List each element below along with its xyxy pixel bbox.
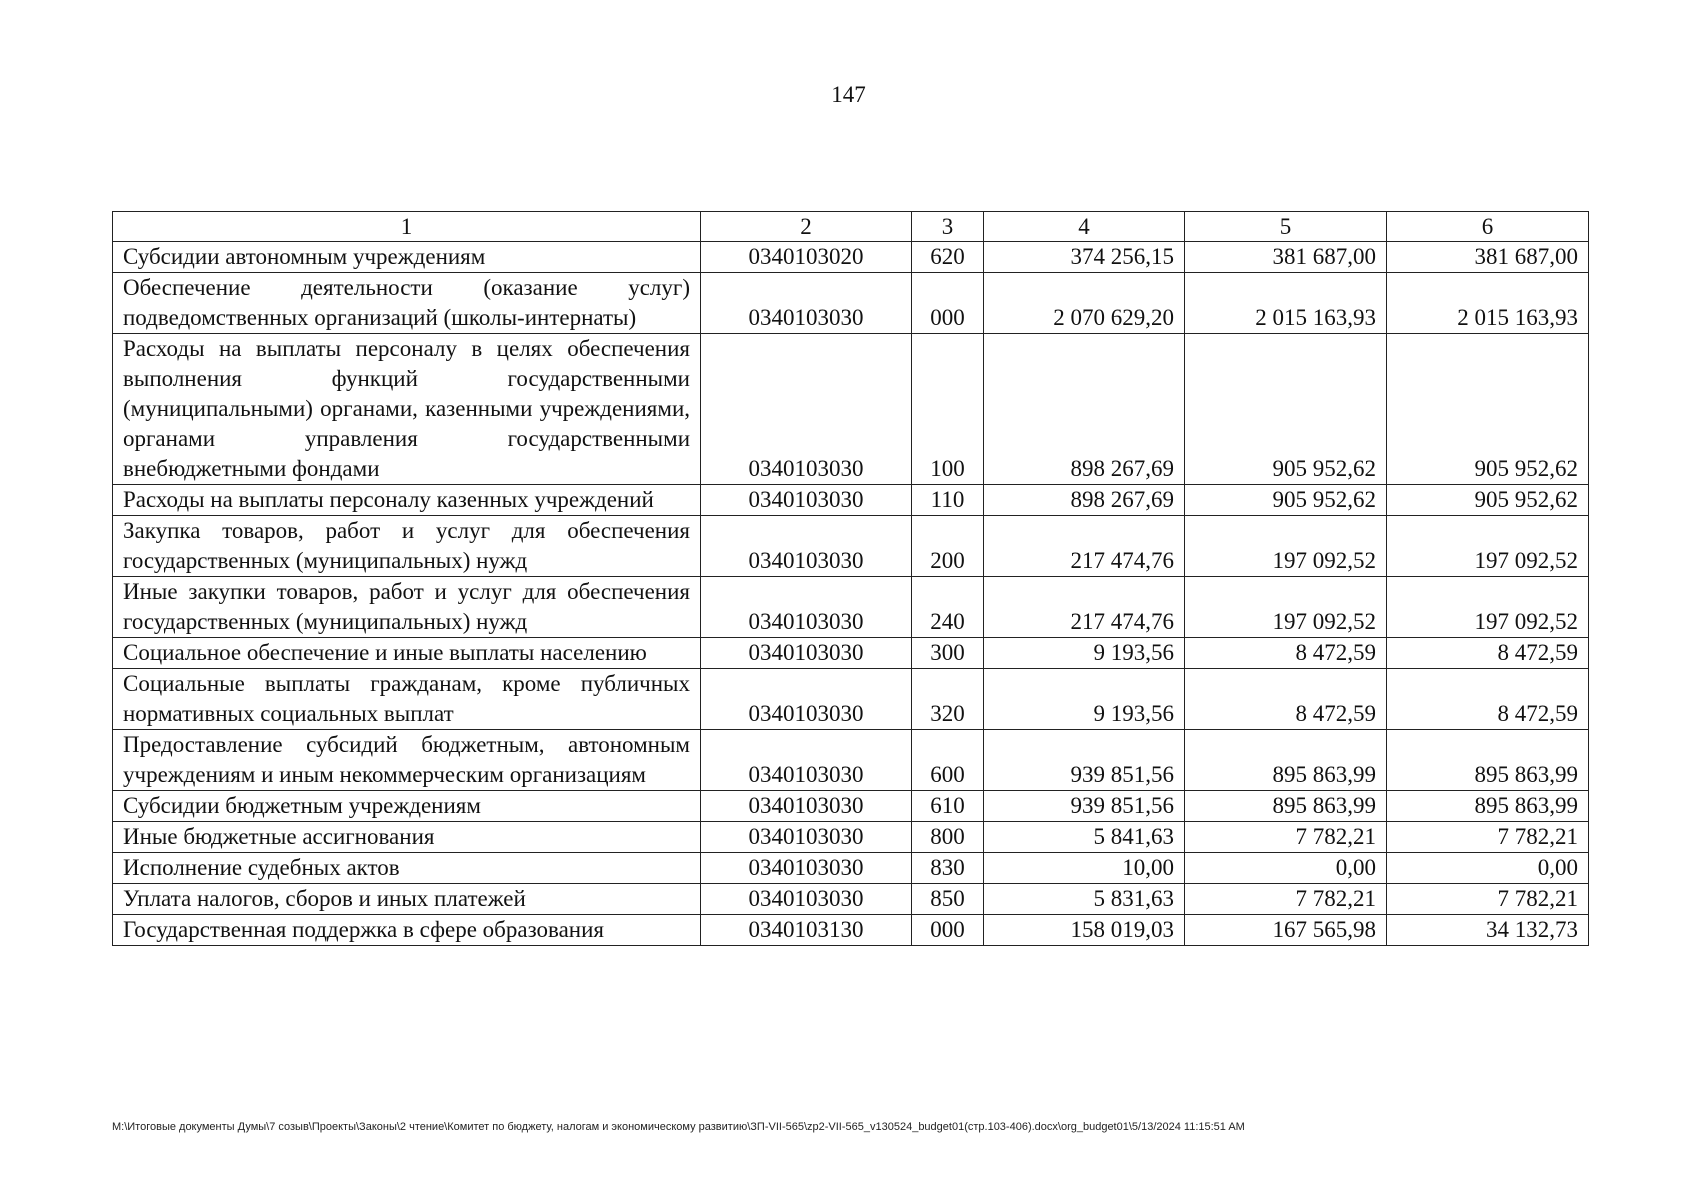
table-row bbox=[113, 577, 1589, 638]
row-name: Иные бюджетные ассигнования bbox=[113, 822, 701, 853]
row-value-col6: 197 092,52 bbox=[1387, 516, 1589, 577]
row-value-col6: 8 472,59 bbox=[1387, 669, 1589, 730]
row-value-col6: 905 952,62 bbox=[1387, 485, 1589, 516]
row-name: Предоставление субсидий бюджетным, автономным учреждениям и иным некоммерческим организациям bbox=[113, 730, 701, 791]
row-code: 0340103030 bbox=[701, 577, 912, 638]
header-col-3: 3 bbox=[912, 212, 984, 242]
row-expense-type: 200 bbox=[912, 516, 984, 577]
table-row bbox=[113, 242, 1589, 273]
row-value-col5: 7 782,21 bbox=[1185, 884, 1387, 915]
row-name: Исполнение судебных актов bbox=[113, 853, 701, 884]
row-value-col6: 7 782,21 bbox=[1387, 822, 1589, 853]
table-row bbox=[113, 853, 1589, 884]
table-header-row bbox=[113, 212, 1589, 242]
row-name: Государственная поддержка в сфере образования bbox=[113, 915, 701, 946]
row-code: 0340103030 bbox=[701, 669, 912, 730]
row-code: 0340103020 bbox=[701, 242, 912, 273]
row-code: 0340103030 bbox=[701, 791, 912, 822]
table-row bbox=[113, 273, 1589, 334]
row-expense-type: 610 bbox=[912, 791, 984, 822]
row-expense-type: 240 bbox=[912, 577, 984, 638]
header-col-4: 4 bbox=[984, 212, 1185, 242]
row-name: Иные закупки товаров, работ и услуг для обеспечения государственных (муниципальных) нужд bbox=[113, 577, 701, 638]
row-value-col4: 898 267,69 bbox=[984, 485, 1185, 516]
document-path-footer: M:\Итоговые документы Думы\7 созыв\Проекты\Законы\2 чтение\Комитет по бюджету, налогам и экономическому развитию\ЗП-VII-565\zp2-VII-565_v130524_budget01(стр.103-406).docx\org_budget01\5/13/2024 11:15:51 AM bbox=[112, 1121, 1245, 1133]
row-value-col5: 7 782,21 bbox=[1185, 822, 1387, 853]
row-value-col6: 34 132,73 bbox=[1387, 915, 1589, 946]
row-name: Уплата налогов, сборов и иных платежей bbox=[113, 884, 701, 915]
header-col-2: 2 bbox=[701, 212, 912, 242]
row-value-col6: 895 863,99 bbox=[1387, 791, 1589, 822]
row-value-col4: 939 851,56 bbox=[984, 730, 1185, 791]
table-row bbox=[113, 791, 1589, 822]
row-code: 0340103030 bbox=[701, 334, 912, 485]
row-value-col4: 10,00 bbox=[984, 853, 1185, 884]
row-expense-type: 000 bbox=[912, 273, 984, 334]
row-code: 0340103030 bbox=[701, 853, 912, 884]
row-value-col4: 217 474,76 bbox=[984, 516, 1185, 577]
row-code: 0340103030 bbox=[701, 638, 912, 669]
row-expense-type: 110 bbox=[912, 485, 984, 516]
table-row bbox=[113, 485, 1589, 516]
row-value-col6: 381 687,00 bbox=[1387, 242, 1589, 273]
row-name: Обеспечение деятельности (оказание услуг) подведомственных организаций (школы-интернаты) bbox=[113, 273, 701, 334]
row-value-col4: 217 474,76 bbox=[984, 577, 1185, 638]
row-expense-type: 100 bbox=[912, 334, 984, 485]
row-expense-type: 620 bbox=[912, 242, 984, 273]
row-value-col5: 197 092,52 bbox=[1185, 577, 1387, 638]
table-row bbox=[113, 334, 1589, 485]
row-name: Социальное обеспечение и иные выплаты населению bbox=[113, 638, 701, 669]
row-code: 0340103030 bbox=[701, 273, 912, 334]
row-code: 0340103130 bbox=[701, 915, 912, 946]
row-name: Субсидии автономным учреждениям bbox=[113, 242, 701, 273]
row-value-col4: 374 256,15 bbox=[984, 242, 1185, 273]
row-value-col4: 9 193,56 bbox=[984, 669, 1185, 730]
table-row bbox=[113, 669, 1589, 730]
row-code: 0340103030 bbox=[701, 516, 912, 577]
row-value-col4: 939 851,56 bbox=[984, 791, 1185, 822]
row-expense-type: 800 bbox=[912, 822, 984, 853]
row-value-col5: 167 565,98 bbox=[1185, 915, 1387, 946]
row-value-col5: 0,00 bbox=[1185, 853, 1387, 884]
row-value-col5: 895 863,99 bbox=[1185, 730, 1387, 791]
table-row bbox=[113, 822, 1589, 853]
row-value-col5: 8 472,59 bbox=[1185, 638, 1387, 669]
row-value-col5: 381 687,00 bbox=[1185, 242, 1387, 273]
row-value-col6: 8 472,59 bbox=[1387, 638, 1589, 669]
row-value-col6: 0,00 bbox=[1387, 853, 1589, 884]
table-row bbox=[113, 730, 1589, 791]
table-row bbox=[113, 516, 1589, 577]
row-name: Социальные выплаты гражданам, кроме публичных нормативных социальных выплат bbox=[113, 669, 701, 730]
row-value-col5: 895 863,99 bbox=[1185, 791, 1387, 822]
page-number: 147 bbox=[831, 82, 866, 107]
row-value-col4: 5 841,63 bbox=[984, 822, 1185, 853]
row-name: Закупка товаров, работ и услуг для обеспечения государственных (муниципальных) нужд bbox=[113, 516, 701, 577]
row-expense-type: 000 bbox=[912, 915, 984, 946]
header-col-5: 5 bbox=[1185, 212, 1387, 242]
row-code: 0340103030 bbox=[701, 485, 912, 516]
row-value-col6: 197 092,52 bbox=[1387, 577, 1589, 638]
row-name: Расходы на выплаты персоналу в целях обеспечения выполнения функций государственными (муниципальными) органами, казенными учреждениями, органами управления государственными внебюджетными фондами bbox=[113, 334, 701, 485]
row-value-col4: 2 070 629,20 bbox=[984, 273, 1185, 334]
row-value-col5: 8 472,59 bbox=[1185, 669, 1387, 730]
row-name: Субсидии бюджетным учреждениям bbox=[113, 791, 701, 822]
row-expense-type: 850 bbox=[912, 884, 984, 915]
table-row bbox=[113, 915, 1589, 946]
row-value-col4: 898 267,69 bbox=[984, 334, 1185, 485]
row-value-col6: 905 952,62 bbox=[1387, 334, 1589, 485]
budget-table bbox=[112, 211, 1589, 946]
row-value-col6: 7 782,21 bbox=[1387, 884, 1589, 915]
row-value-col5: 905 952,62 bbox=[1185, 485, 1387, 516]
row-code: 0340103030 bbox=[701, 822, 912, 853]
header-col-1: 1 bbox=[113, 212, 701, 242]
row-code: 0340103030 bbox=[701, 730, 912, 791]
table-row bbox=[113, 884, 1589, 915]
row-name: Расходы на выплаты персоналу казенных учреждений bbox=[113, 485, 701, 516]
row-value-col4: 9 193,56 bbox=[984, 638, 1185, 669]
row-expense-type: 600 bbox=[912, 730, 984, 791]
table-row bbox=[113, 638, 1589, 669]
row-expense-type: 320 bbox=[912, 669, 984, 730]
row-value-col5: 905 952,62 bbox=[1185, 334, 1387, 485]
row-value-col5: 2 015 163,93 bbox=[1185, 273, 1387, 334]
row-expense-type: 830 bbox=[912, 853, 984, 884]
header-col-6: 6 bbox=[1387, 212, 1589, 242]
row-value-col4: 158 019,03 bbox=[984, 915, 1185, 946]
row-code: 0340103030 bbox=[701, 884, 912, 915]
row-value-col6: 895 863,99 bbox=[1387, 730, 1589, 791]
row-expense-type: 300 bbox=[912, 638, 984, 669]
row-value-col6: 2 015 163,93 bbox=[1387, 273, 1589, 334]
row-value-col5: 197 092,52 bbox=[1185, 516, 1387, 577]
row-value-col4: 5 831,63 bbox=[984, 884, 1185, 915]
